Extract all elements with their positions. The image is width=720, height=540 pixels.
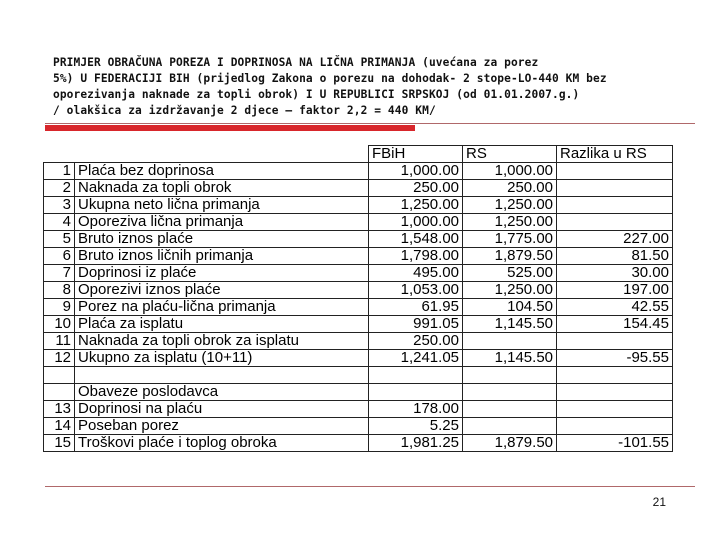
row-fbih-value: 1,548.00 [369,231,463,248]
row-rs-value: 1,250.00 [463,214,557,231]
row-diff-value: 42.55 [557,299,673,316]
row-diff-value [557,180,673,197]
table-row [44,350,673,367]
row-index: 12 [44,350,75,367]
empty-cell [369,384,463,401]
bottom-divider [45,486,695,487]
row-index: 13 [44,401,75,418]
row-fbih-value: 250.00 [369,180,463,197]
row-label: Naknada za topli obrok za isplatu [75,333,369,350]
row-rs-value: 1,879.50 [463,248,557,265]
table-row [44,401,673,418]
table-row [44,163,673,180]
table-row [44,333,673,350]
row-fbih-value: 495.00 [369,265,463,282]
row-index: 3 [44,197,75,214]
table-row [44,418,673,435]
row-index: 4 [44,214,75,231]
row-fbih-value: 61.95 [369,299,463,316]
row-label: Naknada za topli obrok [75,180,369,197]
table-row [44,265,673,282]
row-diff-value: 227.00 [557,231,673,248]
title-line-3: oporezivanja naknade za topli obrok) I U REPUBLICI SRPSKOJ (od 01.01.2007.g.) [53,88,580,101]
row-index: 15 [44,435,75,452]
row-fbih-value: 1,250.00 [369,197,463,214]
empty-cell [557,384,673,401]
empty-cell [75,367,369,384]
row-rs-value [463,401,557,418]
row-label: Oporeziva lična primanja [75,214,369,231]
section-label: Obaveze poslodavca [75,384,369,401]
row-fbih-value: 5.25 [369,418,463,435]
header-fbih: FBiH [369,146,463,163]
spacer-row [44,367,673,384]
row-diff-value [557,163,673,180]
row-rs-value: 1,000.00 [463,163,557,180]
table-row [44,248,673,265]
row-fbih-value: 178.00 [369,401,463,418]
row-fbih-value: 1,000.00 [369,163,463,180]
row-diff-value [557,333,673,350]
row-label: Ukupna neto lična primanja [75,197,369,214]
row-fbih-value: 1,798.00 [369,248,463,265]
row-label: Poseban porez [75,418,369,435]
row-diff-value [557,197,673,214]
empty-cell [369,367,463,384]
row-diff-value: 30.00 [557,265,673,282]
row-rs-value: 1,145.50 [463,350,557,367]
row-fbih-value: 1,000.00 [369,214,463,231]
row-index: 2 [44,180,75,197]
page-number: 21 [652,495,666,509]
row-diff-value [557,401,673,418]
row-label: Ukupno za isplatu (10+11) [75,350,369,367]
table-row [44,435,673,452]
row-rs-value: 1,879.50 [463,435,557,452]
section-row [44,384,673,401]
row-rs-value [463,418,557,435]
row-rs-value [463,333,557,350]
row-fbih-value: 250.00 [369,333,463,350]
row-rs-value: 250.00 [463,180,557,197]
table-row [44,299,673,316]
row-diff-value: -101.55 [557,435,673,452]
row-index: 10 [44,316,75,333]
slide-title [53,55,683,119]
row-label: Doprinosi iz plaće [75,265,369,282]
row-index: 5 [44,231,75,248]
row-index: 9 [44,299,75,316]
row-diff-value: -95.55 [557,350,673,367]
row-rs-value: 1,145.50 [463,316,557,333]
empty-cell [557,367,673,384]
title-line-1: PRIMJER OBRAČUNA POREZA I DOPRINOSA NA LIČNA PRIMANJA (uvećana za porez [53,56,539,69]
table-row [44,214,673,231]
row-diff-value [557,214,673,231]
row-diff-value: 197.00 [557,282,673,299]
row-index: 11 [44,333,75,350]
empty-cell [463,384,557,401]
row-label: Oporezivi iznos plaće [75,282,369,299]
table-row [44,231,673,248]
row-index: 6 [44,248,75,265]
row-rs-value: 1,775.00 [463,231,557,248]
row-label: Porez na plaću-lična primanja [75,299,369,316]
red-accent-bar [45,125,415,131]
header-diff: Razlika u RS [557,146,673,163]
row-label: Doprinosi na plaću [75,401,369,418]
header-rs: RS [463,146,557,163]
row-label: Plaća bez doprinosa [75,163,369,180]
table-row [44,316,673,333]
row-fbih-value: 1,053.00 [369,282,463,299]
table-row [44,197,673,214]
empty-cell [44,384,75,401]
top-divider [45,123,695,124]
row-label: Bruto iznos ličnih primanja [75,248,369,265]
row-index: 14 [44,418,75,435]
row-fbih-value: 991.05 [369,316,463,333]
row-fbih-value: 1,241.05 [369,350,463,367]
row-fbih-value: 1,981.25 [369,435,463,452]
row-diff-value: 81.50 [557,248,673,265]
empty-cell [463,367,557,384]
row-label: Bruto iznos plaće [75,231,369,248]
row-index: 8 [44,282,75,299]
table-row [44,180,673,197]
row-diff-value [557,418,673,435]
row-rs-value: 525.00 [463,265,557,282]
row-label: Troškovi plaće i toplog obroka [75,435,369,452]
tax-comparison-table [43,145,673,452]
row-diff-value: 154.45 [557,316,673,333]
row-index: 7 [44,265,75,282]
row-rs-value: 1,250.00 [463,282,557,299]
row-rs-value: 1,250.00 [463,197,557,214]
row-rs-value: 104.50 [463,299,557,316]
row-index: 1 [44,163,75,180]
empty-cell [44,367,75,384]
title-line-4: / olakšica za izdržavanje 2 djece – faktor 2,2 = 440 KM/ [53,104,436,117]
title-line-2: 5%) U FEDERACIJI BIH (prijedlog Zakona o porezu na dohodak- 2 stope-LO-440 KM bez [53,72,607,85]
table-header-row [44,146,673,163]
table-row [44,282,673,299]
row-label: Plaća za isplatu [75,316,369,333]
